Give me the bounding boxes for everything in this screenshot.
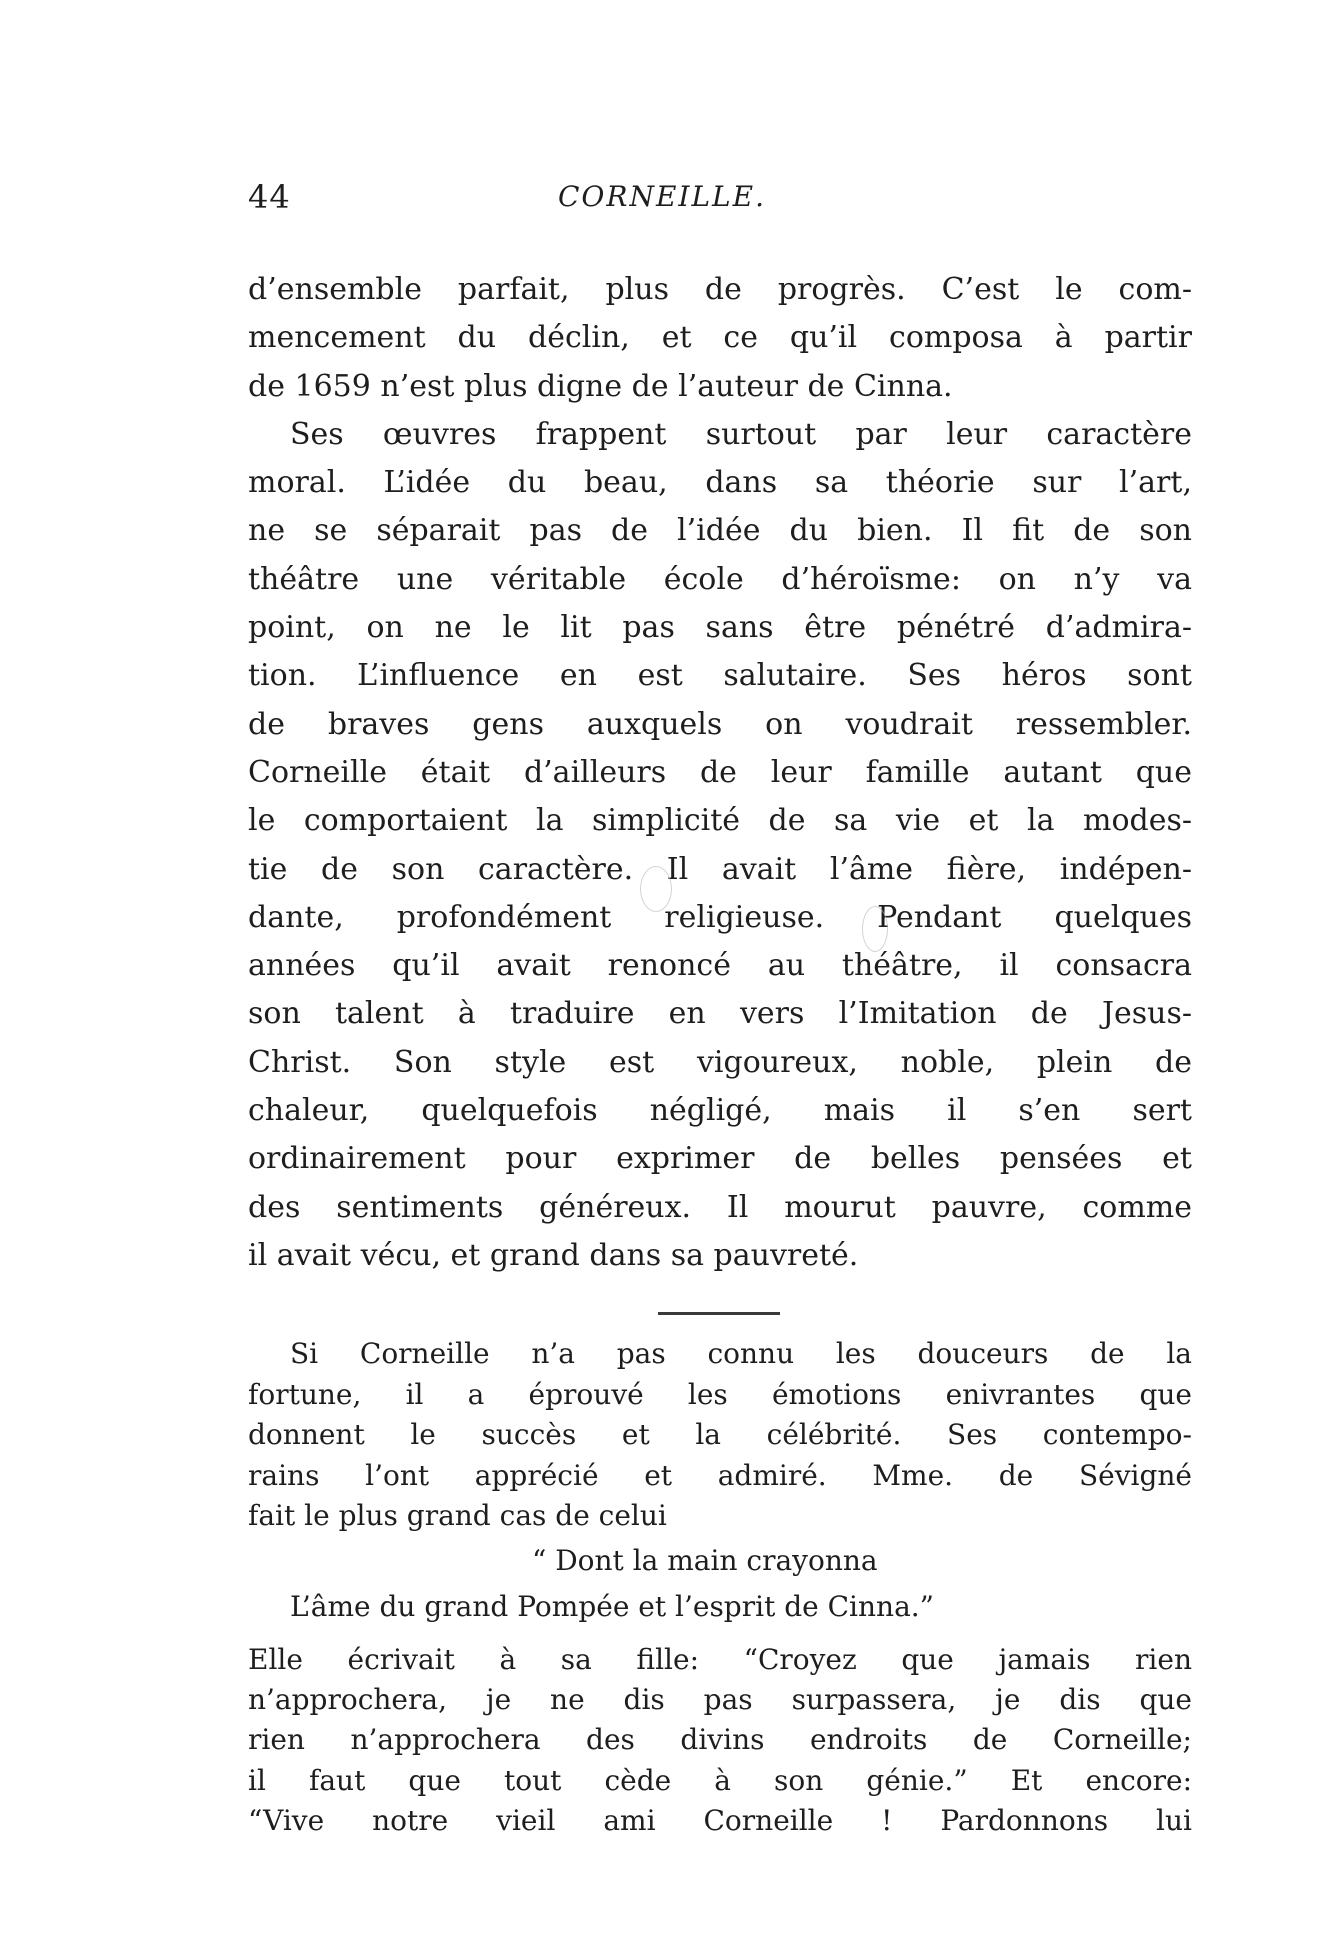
text-line: rains l’ont apprécié et admiré. Mme. de Sévigné (248, 1458, 1192, 1492)
text-line: il avait vécu, et grand dans sa pauvreté. (248, 1237, 859, 1273)
text-line: tion. L’influence en est salutaire. Ses héros sont (248, 658, 1192, 694)
text-line: Corneille était d’ailleurs de leur famille autant que (248, 754, 1192, 790)
text-line: tie de son caractère. Il avait l’âme fière, indépen- (248, 851, 1192, 887)
text-line: théâtre une véritable école d’héroïsme: on n’y va (248, 561, 1192, 597)
verse-line: “ Dont la main crayonna (532, 1544, 878, 1577)
running-title: CORNEILLE. (558, 180, 766, 213)
text-line: dante, profondément religieuse. Pendant quelques (248, 899, 1192, 935)
letter-paragraph (248, 1640, 1192, 1841)
pencil-mark-open (640, 866, 672, 912)
text-line: donnent le succès et la célébrité. Ses contempo- (248, 1418, 1192, 1451)
text-line: chaleur, quelquefois négligé, mais il s’en sert (248, 1093, 1192, 1129)
note-paragraph (248, 1334, 1192, 1537)
text-line: fait le plus grand cas de celui (248, 1499, 667, 1532)
text-line: moral. L’idée du beau, dans sa théorie sur l’art, (248, 465, 1192, 501)
text-line: de braves gens auxquels on voudrait ressembler. (248, 706, 1192, 742)
running-head (248, 178, 1194, 228)
text-line: d’ensemble parfait, plus de progrès. C’est le com- (248, 272, 1192, 307)
text-line: Ses œuvres frappent surtout par leur caractère (290, 416, 1192, 452)
text-line: fortune, il a éprouvé les émotions enivrantes que (248, 1377, 1192, 1411)
text-line: ne se séparait pas de l’idée du bien. Il fit de son (248, 513, 1192, 549)
text-line: point, on ne le lit pas sans être pénétré d’admira- (248, 610, 1192, 646)
verse-line: L’âme du grand Pompée et l’esprit de Cinna.” (290, 1590, 934, 1623)
text-line: ordinairement pour exprimer de belles pensées et (248, 1141, 1192, 1177)
section-separator (658, 1312, 780, 1315)
text-line: de 1659 n’est plus digne de l’auteur de Cinna. (248, 368, 953, 404)
text-line: son talent à traduire en vers l’Imitation de Jesus- (248, 996, 1192, 1032)
page-number: 44 (248, 178, 291, 216)
text-line: années qu’il avait renoncé au théâtre, il consacra (248, 948, 1192, 984)
main-paragraph (248, 266, 1192, 1280)
text-line: le comportaient la simplicité de sa vie et la modes- (248, 803, 1192, 839)
text-line: mencement du déclin, et ce qu’il composa à partir (248, 320, 1192, 356)
text-line: Elle écrivait à sa fille: “Croyez que jamais rien (248, 1643, 1192, 1676)
text-line: rien n’approchera des divins endroits de Corneille; (248, 1723, 1192, 1757)
text-line: n’approchera, je ne dis pas surpassera, je dis que (248, 1683, 1192, 1717)
text-line: des sentiments généreux. Il mourut pauvre, comme (248, 1189, 1192, 1225)
text-line: il faut que tout cède à son génie.” Et encore: (248, 1763, 1192, 1797)
text-line: “Vive notre vieil ami Corneille ! Pardonnons lui (248, 1803, 1192, 1837)
text-line: Si Corneille n’a pas connu les douceurs de la (290, 1337, 1192, 1370)
text-line: Christ. Son style est vigoureux, noble, plein de (248, 1044, 1192, 1080)
pencil-mark-close (862, 906, 888, 952)
